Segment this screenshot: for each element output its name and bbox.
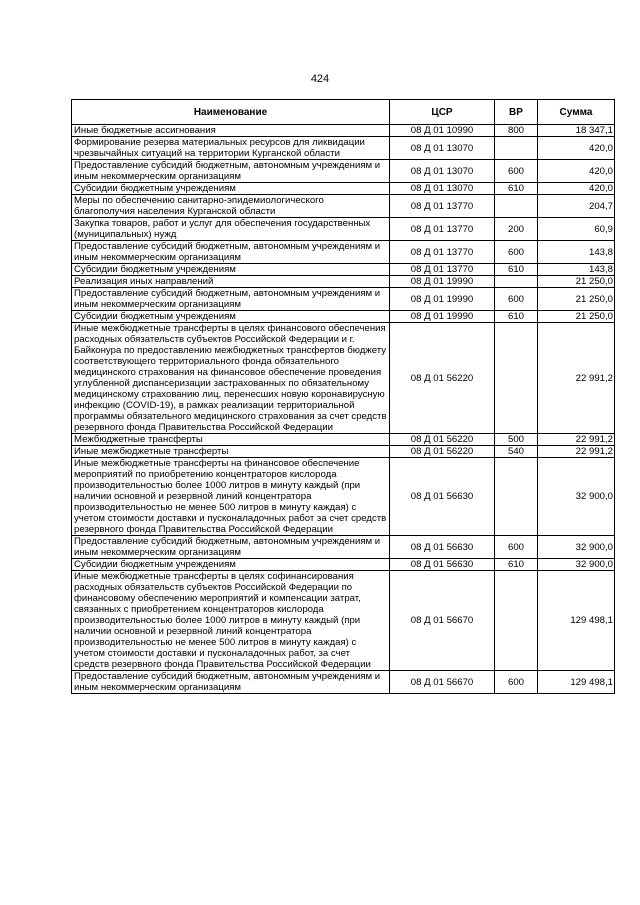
- row-name: Меры по обеспечению санитарно-эпидемиологического благополучия населения Курганской области: [72, 195, 390, 218]
- row-name: Субсидии бюджетным учреждениям: [72, 183, 390, 195]
- page-number: 424: [310, 73, 330, 85]
- table-row: [72, 571, 615, 671]
- table-row: [72, 276, 615, 288]
- table-row: [72, 241, 615, 264]
- row-vr: 200: [495, 218, 538, 241]
- row-sum: 32 900,0: [538, 559, 615, 571]
- row-name: Предоставление субсидий бюджетным, автономным учреждениям и иным некоммерческим организациям: [72, 671, 390, 694]
- row-name: Предоставление субсидий бюджетным, автономным учреждениям и иным некоммерческим организациям: [72, 241, 390, 264]
- row-vr: 540: [495, 446, 538, 458]
- row-sum: 32 900,0: [538, 458, 615, 536]
- row-vr: [495, 195, 538, 218]
- row-sum: 420,0: [538, 160, 615, 183]
- row-vr: 600: [495, 536, 538, 559]
- row-sum: 18 347,1: [538, 125, 615, 137]
- row-sum: 21 250,0: [538, 311, 615, 323]
- row-name: Иные бюджетные ассигнования: [72, 125, 390, 137]
- row-name: Субсидии бюджетным учреждениям: [72, 311, 390, 323]
- row-name: Иные межбюджетные трансферты: [72, 446, 390, 458]
- row-sum: 22 991,2: [538, 446, 615, 458]
- table-row: [72, 458, 615, 536]
- row-name: Предоставление субсидий бюджетным, автономным учреждениям и иным некоммерческим организациям: [72, 288, 390, 311]
- table-row: [72, 536, 615, 559]
- row-name: Субсидии бюджетным учреждениям: [72, 559, 390, 571]
- row-vr: 500: [495, 434, 538, 446]
- row-name: Межбюджетные трансферты: [72, 434, 390, 446]
- row-name: Формирование резерва материальных ресурсов для ликвидации чрезвычайных ситуаций на территории Курганской области: [72, 137, 390, 160]
- row-vr: 610: [495, 559, 538, 571]
- row-sum: 129 498,1: [538, 671, 615, 694]
- row-vr: [495, 323, 538, 434]
- row-vr: [495, 276, 538, 288]
- row-vr: 600: [495, 288, 538, 311]
- row-csr: 08 Д 01 13070: [390, 183, 495, 195]
- row-sum: 60,9: [538, 218, 615, 241]
- row-csr: 08 Д 01 13070: [390, 160, 495, 183]
- row-csr: 08 Д 01 19990: [390, 311, 495, 323]
- table-row: [72, 311, 615, 323]
- row-csr: 08 Д 01 56670: [390, 571, 495, 671]
- row-sum: 22 991,2: [538, 434, 615, 446]
- table-row: [72, 671, 615, 694]
- row-vr: 610: [495, 183, 538, 195]
- row-name: Субсидии бюджетным учреждениям: [72, 264, 390, 276]
- row-csr: 08 Д 01 19990: [390, 288, 495, 311]
- row-sum: 420,0: [538, 137, 615, 160]
- row-sum: 22 991,2: [538, 323, 615, 434]
- row-vr: [495, 571, 538, 671]
- row-vr: 600: [495, 671, 538, 694]
- row-csr: 08 Д 01 13070: [390, 137, 495, 160]
- table-row: [72, 218, 615, 241]
- row-csr: 08 Д 01 13770: [390, 195, 495, 218]
- table-row: [72, 446, 615, 458]
- row-sum: 204,7: [538, 195, 615, 218]
- row-csr: 08 Д 01 56670: [390, 671, 495, 694]
- table-row: [72, 323, 615, 434]
- row-vr: 800: [495, 125, 538, 137]
- row-csr: 08 Д 01 56630: [390, 536, 495, 559]
- row-name: Иные межбюджетные трансферты на финансовое обеспечение мероприятий по приобретению концентраторов кислорода производительностью более 1000 литров в минуту каждый (при наличии основной и резервной линий концентратора производительностью не менее 500 литров в минуту каждая) с учетом стоимости доставки и пусконаладочных работ за счет средств резервного фонда Правительства Российской Федерации: [72, 458, 390, 536]
- row-vr: 600: [495, 241, 538, 264]
- row-vr: 610: [495, 264, 538, 276]
- row-csr: 08 Д 01 13770: [390, 218, 495, 241]
- row-sum: 32 900,0: [538, 536, 615, 559]
- header-vr: ВР: [495, 100, 538, 125]
- header-name: Наименование: [72, 100, 390, 125]
- row-sum: 21 250,0: [538, 276, 615, 288]
- table-row: [72, 137, 615, 160]
- header-sum: Сумма: [538, 100, 615, 125]
- row-sum: 143,8: [538, 264, 615, 276]
- table-row: [72, 125, 615, 137]
- table-row: [72, 195, 615, 218]
- table-row: [72, 160, 615, 183]
- row-csr: 08 Д 01 56220: [390, 323, 495, 434]
- row-sum: 143,8: [538, 241, 615, 264]
- row-vr: [495, 458, 538, 536]
- table-row: [72, 434, 615, 446]
- row-vr: [495, 137, 538, 160]
- header-csr: ЦСР: [390, 100, 495, 125]
- table-row: [72, 288, 615, 311]
- table-row: [72, 559, 615, 571]
- row-csr: 08 Д 01 56630: [390, 458, 495, 536]
- row-name: Закупка товаров, работ и услуг для обеспечения государственных (муниципальных) нужд: [72, 218, 390, 241]
- row-sum: 420,0: [538, 183, 615, 195]
- row-sum: 21 250,0: [538, 288, 615, 311]
- row-name: Реализация иных направлений: [72, 276, 390, 288]
- row-csr: 08 Д 01 10990: [390, 125, 495, 137]
- row-name: Предоставление субсидий бюджетным, автономным учреждениям и иным некоммерческим организациям: [72, 160, 390, 183]
- row-name: Иные межбюджетные трансферты в целях финансового обеспечения расходных обязательств субъектов Российской Федерации и г. Байконура по предоставлению межбюджетных трансфертов бюджету соответствующего территориального фонда обязательного медицинского страхования на финансовое обеспечение проведения углубленной диспансеризации застрахованных по обязательному медицинскому страхованию лиц, перенесших новую коронавирусную инфекцию (COVID-19), в рамках реализации территориальной программы обязательного медицинского страхования за счет средств резервного фонда Правительства Российской Федерации: [72, 323, 390, 434]
- row-csr: 08 Д 01 13770: [390, 241, 495, 264]
- budget-table: [71, 99, 615, 694]
- row-csr: 08 Д 01 56630: [390, 559, 495, 571]
- row-name: Предоставление субсидий бюджетным, автономным учреждениям и иным некоммерческим организациям: [72, 536, 390, 559]
- row-csr: 08 Д 01 56220: [390, 446, 495, 458]
- table-header-row: [72, 100, 615, 125]
- row-csr: 08 Д 01 56220: [390, 434, 495, 446]
- row-csr: 08 Д 01 13770: [390, 264, 495, 276]
- row-vr: 600: [495, 160, 538, 183]
- row-vr: 610: [495, 311, 538, 323]
- table-row: [72, 183, 615, 195]
- table-row: [72, 264, 615, 276]
- row-sum: 129 498,1: [538, 571, 615, 671]
- row-name: Иные межбюджетные трансферты в целях софинансирования расходных обязательств субъектов Российской Федерации по финансовому обеспечению мероприятий и компенсации затрат, связанных с приобретением концентраторов кислорода производительностью более 1000 литров в минуту каждый (при наличии основной и резервной линий концентратора производительностью не менее 500 литров в минуту каждая) с учетом стоимости доставки и пусконаладочных работ, за счет средств резервного фонда Правительства Российской Федерации: [72, 571, 390, 671]
- row-csr: 08 Д 01 19990: [390, 276, 495, 288]
